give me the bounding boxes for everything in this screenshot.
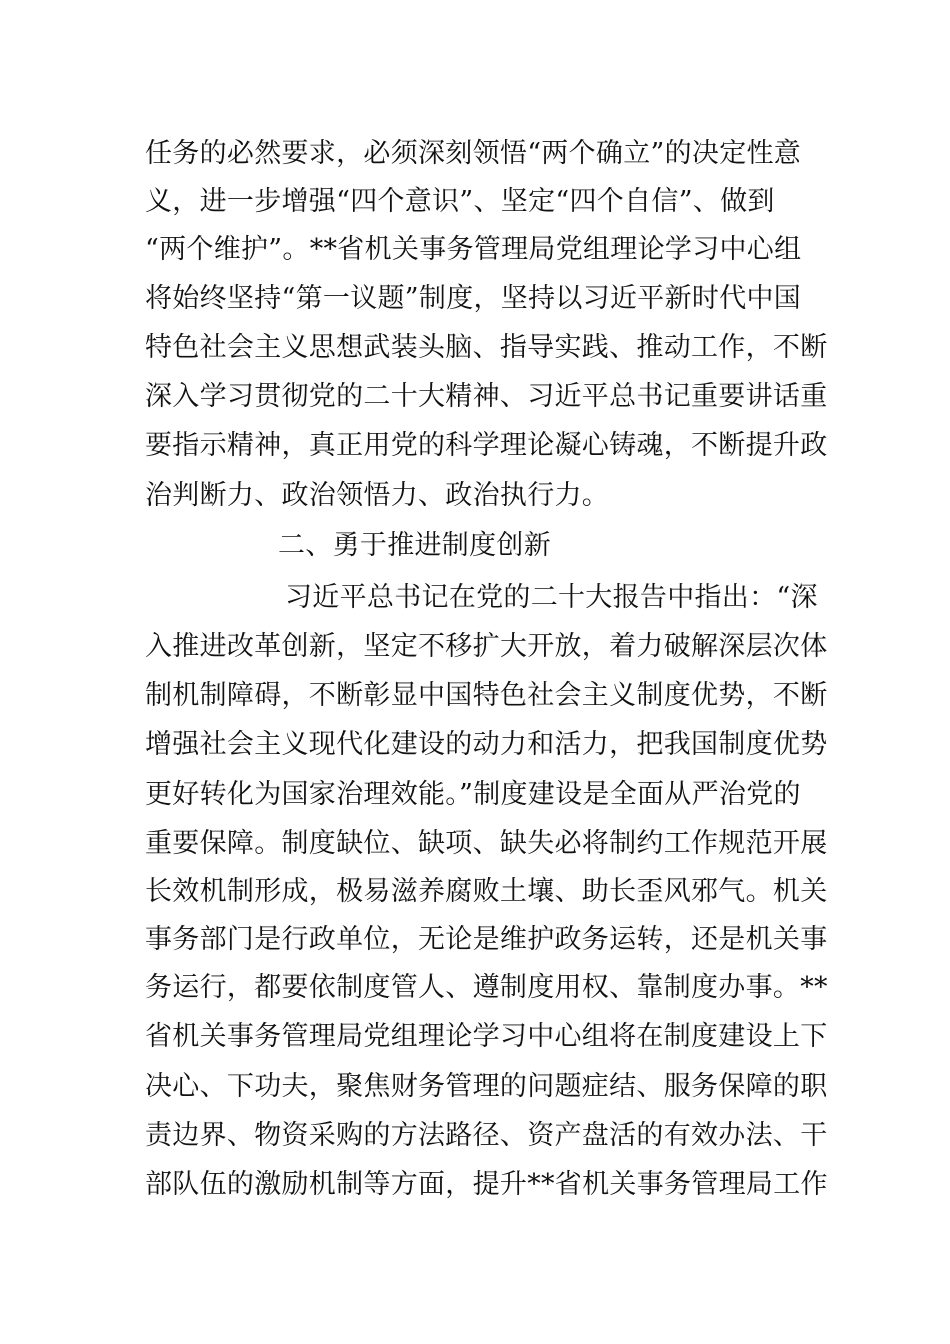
body-text-line: 长效机制形成，极易滋养腐败土壤、助长歪风邪气。机关 <box>145 876 828 907</box>
body-text-line: 特色社会主义思想武装头脑、指导实践、推动工作，不断 <box>145 332 828 363</box>
body-text-line: 义，进一步增强“四个意识”、坚定“四个自信”、做到 <box>145 186 775 217</box>
body-text-line: “两个维护”。**省机关事务管理局党组理论学习中心组 <box>145 234 802 265</box>
body-text-line: 增强社会主义现代化建设的动力和活力，把我国制度优势 <box>145 729 828 760</box>
body-text-line: 习近平总书记在党的二十大报告中指出：“深 <box>285 582 818 613</box>
body-text-line: 重要保障。制度缺位、缺项、缺失必将制约工作规范开展 <box>145 828 828 859</box>
body-text-line: 将始终坚持“第一议题”制度，坚持以习近平新时代中国 <box>145 283 802 314</box>
body-text-line: 责边界、物资采购的方法路径、资产盘活的有效办法、干 <box>145 1120 828 1151</box>
body-text-line: 事务部门是行政单位，无论是维护政务运转，还是机关事 <box>145 924 828 955</box>
body-text-line: 治判断力、政治领悟力、政治执行力。 <box>145 480 610 511</box>
body-text-line: 制机制障碍，不断彰显中国特色社会主义制度优势，不断 <box>145 680 828 711</box>
body-text-line: 务运行，都要依制度管人、遵制度用权、靠制度办事。** <box>145 972 828 1003</box>
body-text-line: 决心、下功夫，聚焦财务管理的问题症结、服务保障的职 <box>145 1071 828 1102</box>
body-text-line: 省机关事务管理局党组理论学习中心组将在制度建设上下 <box>145 1021 828 1052</box>
body-text-line: 深入学习贯彻党的二十大精神、习近平总书记重要讲话重 <box>145 381 828 412</box>
body-text-line: 入推进改革创新，坚定不移扩大开放，着力破解深层次体 <box>145 631 828 662</box>
body-text-line: 部队伍的激励机制等方面，提升**省机关事务管理局工作 <box>145 1169 828 1200</box>
body-text-line: 更好转化为国家治理效能。”制度建设是全面从严治党的 <box>145 779 801 810</box>
body-text-line: 要指示精神，真正用党的科学理论凝心铸魂，不断提升政 <box>145 430 828 461</box>
body-text-line: 任务的必然要求，必须深刻领悟“两个确立”的决定性意 <box>145 138 802 169</box>
section-heading: 二、勇于推进制度创新 <box>278 530 551 561</box>
